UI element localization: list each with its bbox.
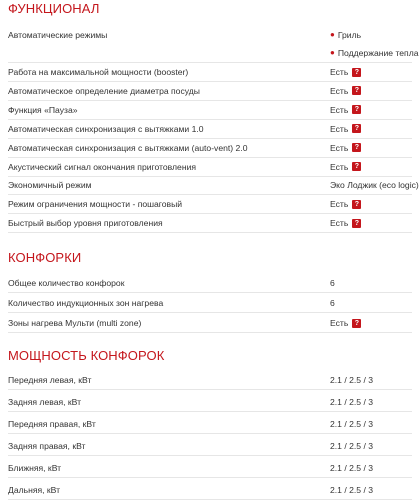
spec-value-text: 6 <box>330 298 335 308</box>
spec-row-auto-modes-cont <box>8 44 419 63</box>
spec-row <box>8 274 412 293</box>
spec-row <box>8 139 412 158</box>
spec-row <box>8 415 412 434</box>
spec-value <box>330 481 373 499</box>
spec-row <box>8 158 412 177</box>
spec-value <box>330 195 361 213</box>
spec-value-text: Есть <box>330 104 349 115</box>
spec-value <box>330 214 361 232</box>
spec-value <box>330 63 361 81</box>
help-icon[interactable]: ? <box>352 86 361 95</box>
spec-label: Общее количество конфорок <box>8 278 125 288</box>
spec-value <box>330 26 361 44</box>
spec-value-text: Есть <box>330 142 349 153</box>
spec-label: Автоматическое определение диаметра посуды <box>8 85 200 96</box>
spec-value <box>330 120 361 138</box>
auto-mode-keep-warm: Поддержание тепла <box>337 48 419 58</box>
spec-value <box>330 294 335 312</box>
spec-label: Экономичный режим <box>8 180 92 191</box>
spec-value <box>330 139 361 157</box>
spec-value-text: Есть <box>330 123 349 134</box>
help-icon[interactable]: ? <box>352 319 361 328</box>
spec-value-text: Есть <box>330 218 349 229</box>
spec-value <box>330 44 419 62</box>
spec-row <box>8 101 412 120</box>
spec-value-text: Есть <box>330 199 349 210</box>
help-icon[interactable]: ? <box>352 162 361 171</box>
spec-value-text: 2.1 / 2.5 / 3 <box>330 463 373 473</box>
spec-label: Количество индукционных зон нагрева <box>8 298 164 308</box>
spec-row <box>8 481 412 500</box>
spec-value <box>330 176 419 194</box>
spec-label: Режим ограничения мощности - пошаговый <box>8 199 183 210</box>
help-icon[interactable]: ? <box>352 200 361 209</box>
spec-value <box>330 437 373 455</box>
spec-row <box>8 393 412 412</box>
spec-row <box>8 63 412 82</box>
spec-label: Автоматическая синхронизация с вытяжками (auto-vent) 2.0 <box>8 142 248 153</box>
spec-value-text: 2.1 / 2.5 / 3 <box>330 397 373 407</box>
spec-label: Зоны нагрева Мульти (multi zone) <box>8 318 142 328</box>
spec-value <box>330 415 373 433</box>
spec-label: Передняя левая, кВт <box>8 375 92 385</box>
spec-value <box>330 371 373 389</box>
spec-value-text: 2.1 / 2.5 / 3 <box>330 485 373 495</box>
spec-row <box>8 214 412 233</box>
spec-row <box>8 314 412 333</box>
spec-label: Задняя левая, кВт <box>8 397 82 407</box>
section-title-power: МОЩНОСТЬ КОНФОРОК <box>8 348 165 363</box>
spec-value-text: 2.1 / 2.5 / 3 <box>330 375 373 385</box>
spec-value <box>330 393 373 411</box>
section-title-functional: ФУНКЦИОНАЛ <box>8 1 100 16</box>
spec-value-text: Есть <box>330 318 349 328</box>
help-icon[interactable]: ? <box>352 219 361 228</box>
spec-row <box>8 459 412 478</box>
bullet-icon: ● <box>330 30 335 39</box>
spec-value-text: 2.1 / 2.5 / 3 <box>330 419 373 429</box>
help-icon[interactable]: ? <box>352 124 361 133</box>
spec-value <box>330 274 335 292</box>
spec-label: Ближняя, кВт <box>8 463 62 473</box>
spec-label: Работа на максимальной мощности (booster) <box>8 67 189 77</box>
bullet-icon: ● <box>330 48 335 57</box>
spec-label: Акустический сигнал окончания приготовления <box>8 161 197 172</box>
spec-value <box>330 158 361 176</box>
spec-label: Автоматическая синхронизация с вытяжками 1.0 <box>8 123 204 134</box>
spec-label: Автоматические режимы <box>8 30 108 40</box>
spec-label: Задняя правая, кВт <box>8 441 86 451</box>
help-icon[interactable]: ? <box>352 143 361 152</box>
spec-value-text: Есть <box>330 161 349 172</box>
spec-row <box>8 195 412 214</box>
spec-value <box>330 101 361 119</box>
spec-value-text: Есть <box>330 67 349 77</box>
section-title-burners: КОНФОРКИ <box>8 250 82 265</box>
spec-value <box>330 314 361 332</box>
spec-value-text: Эко Лоджик (eco logic) <box>330 180 419 191</box>
spec-value-text: 2.1 / 2.5 / 3 <box>330 441 373 451</box>
help-icon[interactable]: ? <box>352 105 361 114</box>
spec-value <box>330 459 373 477</box>
spec-row-auto-modes <box>8 26 412 44</box>
spec-row <box>8 176 419 195</box>
spec-value-text: 6 <box>330 278 335 288</box>
spec-label: Быстрый выбор уровня приготовления <box>8 218 163 229</box>
help-icon[interactable]: ? <box>352 68 361 77</box>
spec-label: Функция «Пауза» <box>8 104 78 115</box>
auto-mode-grill: Гриль <box>337 30 362 40</box>
spec-row <box>8 371 412 390</box>
spec-row <box>8 82 412 101</box>
spec-label: Дальняя, кВт <box>8 485 61 495</box>
spec-value <box>330 82 361 100</box>
spec-row <box>8 120 412 139</box>
spec-row <box>8 294 412 313</box>
spec-value-text: Есть <box>330 85 349 96</box>
spec-row <box>8 437 412 456</box>
spec-label: Передняя правая, кВт <box>8 419 96 429</box>
